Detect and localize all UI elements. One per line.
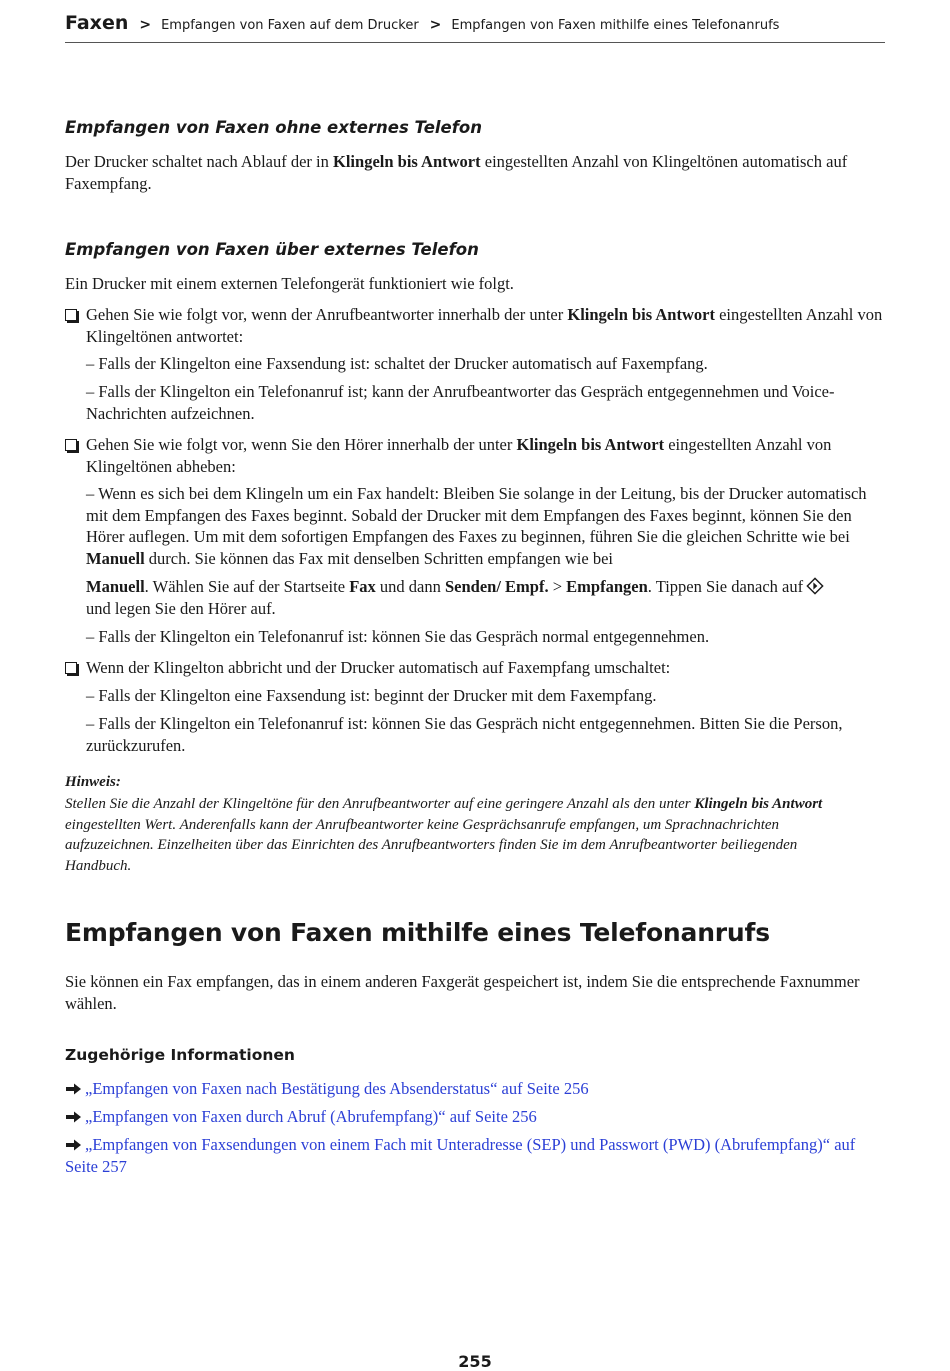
right-arrow-icon — [65, 1111, 82, 1123]
setting-name: Manuell — [86, 548, 145, 568]
breadcrumb-separator: > — [429, 17, 442, 33]
bullet-answering-machine — [86, 304, 886, 347]
related-link-polling[interactable]: „Empfangen von Faxen durch Abruf (Abrufempfang)“ auf Seite 256 — [85, 1107, 537, 1126]
menu-name: Empfangen — [566, 577, 648, 596]
breadcrumb-item-receiving: Empfangen von Faxen auf dem Drucker — [161, 18, 419, 33]
sub-item: – Falls der Klingelton ein Telefonanruf ist: können Sie das Gespräch normal entgegennehmen. — [86, 627, 710, 646]
chapter-title: Faxen — [65, 12, 129, 34]
right-arrow-icon — [65, 1083, 82, 1095]
text-run: > — [548, 577, 567, 596]
related-link-item — [65, 1134, 865, 1177]
page-number: 255 — [458, 1352, 492, 1371]
checkbox-bullet-icon — [65, 309, 77, 321]
related-link-item — [65, 1106, 865, 1128]
checkbox-bullet-icon — [65, 439, 77, 451]
text-run: und dann — [375, 577, 445, 596]
text-run: – Wenn es sich bei dem Klingeln um ein Fax handelt: Bleiben Sie solange in der Leitung, bis der Drucker automatisch mit dem Empfangen des Faxes beginnt. Sobald der Drucker mit dem Empfangen des Faxes beginnt, können Sie den Hörer auflegen. Um mit dem sofortigen Empfangen des Faxes zu beginnen, führen Sie die gleichen Schritte wie bei — [86, 484, 867, 546]
breadcrumb — [65, 12, 885, 43]
sub-item: – Falls der Klingelton ein Telefonanruf ist: können Sie das Gespräch nicht entgegennehmen. Bitten Sie die Person, zurückzurufen. — [86, 714, 843, 755]
related-link-sep-pwd[interactable]: „Empfangen von Faxsendungen von einem Fach mit Unteradresse (SEP) und Passwort (PWD) (Abrufempfang)“ auf Seite 257 — [65, 1135, 856, 1176]
setting-name: Klingeln bis Antwort — [333, 152, 481, 171]
setting-name: Klingeln bis Antwort — [567, 305, 715, 324]
checkbox-bullet-icon — [65, 662, 77, 674]
setting-name: Klingeln bis Antwort — [694, 796, 823, 812]
menu-name: Fax — [349, 577, 376, 596]
paragraph-no-phone — [65, 151, 887, 194]
breadcrumb-separator: > — [139, 17, 152, 33]
breadcrumb-item-current: Empfangen von Faxen mithilfe eines Telefonanrufs — [451, 18, 780, 33]
text-run: und legen Sie den Hörer auf. — [86, 598, 276, 618]
text-run: durch. Sie können das Fax mit denselben Schritten empfangen wie bei — [144, 548, 613, 568]
text-run: Gehen Sie wie folgt vor, wenn Sie den Hörer innerhalb der unter — [86, 435, 517, 454]
page-title: Empfangen von Faxen mithilfe eines Telefonanrufs — [65, 918, 770, 947]
note-text — [65, 794, 865, 876]
setting-name: Manuell — [86, 577, 145, 596]
text-run: eingestellten Wert. Anderenfalls kann der Anrufbeantworter keine Gesprächsanrufe empfangen, um Sprachnachrichten aufzuzeichnen. Einzelheiten über das Einrichten des Anrufbeantworters finden Sie im dem Anrufbeantworter beiliegenden Handbuch. — [65, 816, 798, 874]
bullet-pick-up-receiver — [86, 434, 886, 477]
text-run: . Tippen Sie danach auf — [647, 577, 804, 596]
related-link-item — [65, 1078, 865, 1100]
text-run: Stellen Sie die Anzahl der Klingeltöne für den Anrufbeantworter auf eine geringere Anzahl als den unter — [65, 796, 695, 812]
section-heading-no-phone: Empfangen von Faxen ohne externes Telefon — [65, 118, 482, 137]
sub-item-fax-call-steps — [86, 576, 886, 619]
paragraph-intro: Ein Drucker mit einem externen Telefongerät funktioniert wie folgt. — [65, 274, 514, 293]
right-arrow-icon — [65, 1139, 82, 1151]
note-title: Hinweis: — [65, 774, 121, 790]
sub-item: – Falls der Klingelton eine Faxsendung ist: schaltet der Drucker automatisch auf Faxempfang. — [86, 354, 708, 373]
sub-item: – Falls der Klingelton eine Faxsendung ist: beginnt der Drucker mit dem Faxempfang. — [86, 686, 657, 705]
text-run: Der Drucker schaltet nach Ablauf der in — [65, 152, 334, 171]
paragraph-phone-call: Sie können ein Fax empfangen, das in einem anderen Faxgerät gespeichert ist, indem Sie die entsprechende Faxnummer wählen. — [65, 972, 860, 1013]
setting-name: Klingeln bis Antwort — [516, 435, 665, 454]
text-run: eingestellten Anzahl von Klingeltönen antwortet: — [86, 305, 883, 346]
sub-item-fax-call — [86, 483, 886, 569]
text-run: eingestellten Anzahl von Klingeltönen automatisch auf Faxempfang. — [65, 152, 848, 193]
section-heading-external-phone: Empfangen von Faxen über externes Telefon — [65, 240, 479, 259]
related-info-heading: Zugehörige Informationen — [65, 1046, 295, 1064]
sub-item: – Falls der Klingelton ein Telefonanruf ist; kann der Anrufbeantworter das Gespräch entgegennehmen und Voice-Nachrichten aufzeichnen. — [86, 382, 835, 423]
text-run: . Wählen Sie auf der Startseite — [144, 577, 350, 596]
text-run: eingestellten Anzahl von Klingeltönen abheben: — [86, 435, 832, 476]
text-run: Gehen Sie wie folgt vor, wenn der Anrufbeantworter innerhalb der unter — [86, 305, 568, 324]
menu-name: Senden/ Empf. — [444, 577, 549, 596]
bullet-ring-stops: Wenn der Klingelton abbricht und der Drucker automatisch auf Faxempfang umschaltet: — [86, 658, 671, 677]
start-diamond-icon — [806, 577, 824, 595]
related-link-sender-status[interactable]: „Empfangen von Faxen nach Bestätigung des Absenderstatus“ auf Seite 256 — [85, 1079, 589, 1098]
